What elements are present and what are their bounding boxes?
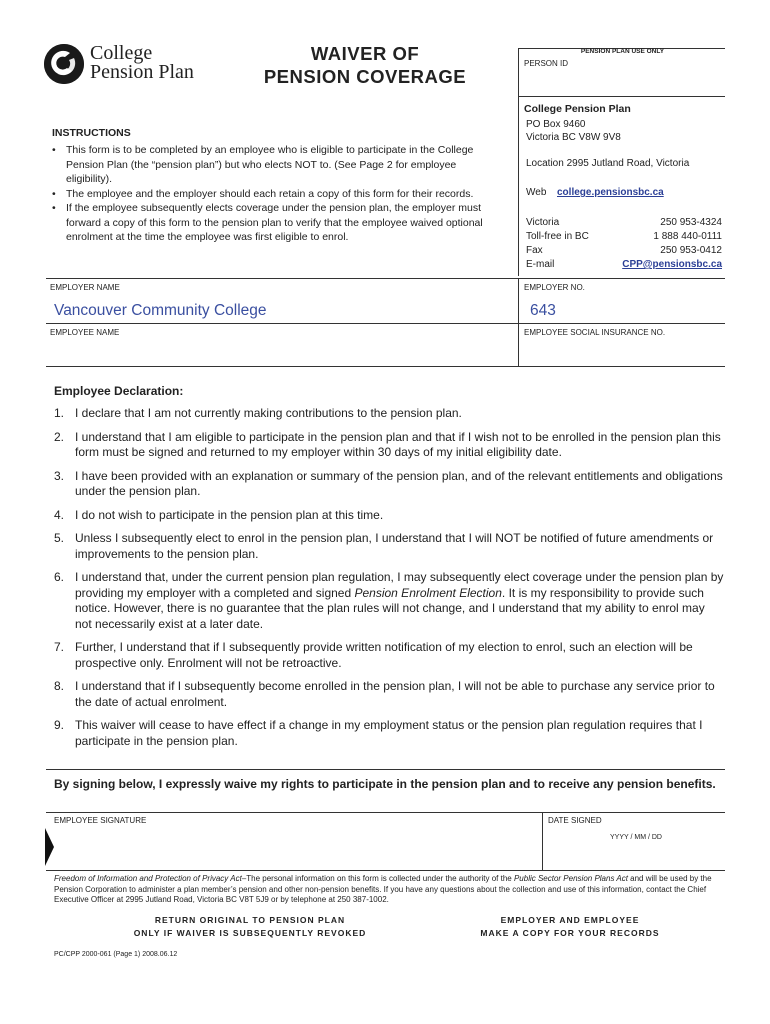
- contact-label: Toll-free in BC: [526, 231, 589, 242]
- declaration-heading: Employee Declaration:: [54, 384, 184, 398]
- date-label: DATE SIGNED: [548, 816, 602, 825]
- signature-field[interactable]: [54, 828, 534, 868]
- item-number: 4.: [54, 507, 65, 522]
- contact-label: E-mail: [526, 259, 555, 270]
- sign-here-arrow-icon: [45, 828, 54, 866]
- employee-name-label: EMPLOYEE NAME: [50, 328, 120, 337]
- waiver-statement: By signing below, I expressly waive my rights to participate in the pension plan and to receive any pension benefits.: [54, 777, 716, 791]
- item-text: This waiver will cease to have effect if a change in my employment status or the pension plan regulation requires that I participate in the pension plan.: [75, 718, 703, 748]
- sin-field[interactable]: [524, 340, 722, 364]
- item-text: . It is my responsibility to provide such notice. However, there is no guarantee that the plan rules will not change, and I understand that my ability to enrol may not necessarily exist at a later date.: [75, 585, 705, 631]
- privacy-text: –The personal information on this form is collected under the authority of the: [241, 874, 514, 883]
- declaration-list: [54, 406, 724, 757]
- contact-row: [526, 244, 722, 258]
- use-only-label: PENSION PLAN USE ONLY: [580, 48, 665, 55]
- list-item: [54, 469, 724, 500]
- contact-row: [526, 258, 722, 272]
- po-box: PO Box 9460: [526, 119, 586, 130]
- return-line: ONLY IF WAIVER IS SUBSEQUENTLY REVOKED: [133, 928, 367, 938]
- act-name: Public Sector Pension Plans Act: [513, 874, 628, 883]
- divider: [46, 812, 725, 813]
- list-item: [54, 570, 724, 632]
- signature-label: EMPLOYEE SIGNATURE: [54, 816, 147, 825]
- item-text: Further, I understand that if I subsequently provide written notification of my election to enrol, such an election will be prospective only. Enrolment will not be retroactive.: [75, 640, 693, 670]
- item-text: I understand that, under the current pension plan regulation, I may subsequently elect coverage under the pension plan by providing my employer with a completed and signed: [75, 570, 724, 600]
- contact-value: 250 953-0412: [660, 245, 722, 256]
- divider: [46, 278, 725, 279]
- instructions-list: [52, 143, 502, 245]
- list-item: • If the employee subsequently elects coverage under the pension plan, the employer must forward a copy of this form to the pension plan to verify that the employee waived optional enrolment at the time the employee was first eligible to enrol.: [52, 201, 502, 245]
- privacy-notice: [54, 874, 724, 906]
- divider: [518, 96, 725, 97]
- employer-no-label: EMPLOYER NO.: [524, 283, 585, 292]
- item-number: 9.: [54, 718, 65, 732]
- item-number: 3.: [54, 468, 65, 483]
- list-item: [54, 406, 724, 422]
- title-line2: PENSION COVERAGE: [263, 66, 467, 87]
- return-line: RETURN ORIGINAL TO PENSION PLAN: [154, 915, 346, 925]
- act-name: Freedom of Information and Protection of Privacy Act: [54, 874, 242, 883]
- employer-name-label: EMPLOYER NAME: [50, 283, 120, 292]
- item-text: I declare that I am not currently making contributions to the pension plan.: [75, 406, 462, 420]
- list-item: [54, 679, 724, 710]
- item-number: 8.: [54, 679, 65, 693]
- item-number: 7.: [54, 640, 65, 654]
- list-item: • The employee and the employer should each retain a copy of this form for their records.: [52, 187, 502, 202]
- copy-line: MAKE A COPY FOR YOUR RECORDS: [480, 928, 660, 938]
- contact-row: [526, 216, 722, 230]
- web-label: Web: [526, 187, 547, 198]
- item-number: 1.: [54, 406, 65, 420]
- divider: [542, 812, 543, 870]
- logo-line1: College: [90, 42, 153, 64]
- contact-list: [526, 216, 722, 272]
- return-instructions: [120, 914, 380, 940]
- logo-line2: Pension Plan: [90, 61, 194, 83]
- employer-name-field[interactable]: Vancouver Community College: [54, 302, 267, 319]
- privacy-text: and will be used by the Pension Corporation to administer a plan member’s pension and other non-pension benefits. If you have any questions about the collection and use of this information, contact the Chief Executive Officer at 2995 Jutland Road, Victoria BC V8T 5J9 or by telephone at 250 387-1002.: [54, 874, 712, 904]
- list-item: [54, 718, 724, 749]
- date-field[interactable]: [548, 846, 722, 868]
- instructions-heading: INSTRUCTIONS: [52, 127, 131, 139]
- date-format-hint: YYYY / MM / DD: [610, 834, 662, 841]
- contact-row: [526, 230, 722, 244]
- item-number: 5.: [54, 531, 65, 545]
- person-id-label: PERSON ID: [524, 59, 569, 68]
- email-link[interactable]: CPP@pensionsbc.ca: [622, 259, 722, 270]
- divider: [46, 323, 725, 324]
- contact-label: Fax: [526, 245, 543, 256]
- item-text: I understand that I am eligible to participate in the pension plan and that if I wish not to be enrolled in the pension plan this form must be signed and returned to my employer within 30 days of my initial eligibility date.: [75, 429, 721, 459]
- location: Location 2995 Jutland Road, Victoria: [526, 158, 690, 169]
- divider: [46, 769, 725, 770]
- sin-label: EMPLOYEE SOCIAL INSURANCE NO.: [524, 328, 666, 337]
- list-item: [54, 508, 724, 524]
- divider: [518, 278, 519, 366]
- contact-value: 250 953-4324: [660, 217, 722, 228]
- logo-icon: [44, 44, 84, 84]
- form-name-emphasis: Pension Enrolment Election: [354, 585, 502, 600]
- title-line1: WAIVER OF: [310, 43, 420, 64]
- item-number: 6.: [54, 570, 65, 584]
- item-text: I do not wish to participate in the pension plan at this time.: [75, 507, 384, 522]
- item-text: Unless I subsequently elect to enrol in the pension plan, I understand that I will NOT be notified of future amendments or improvements to the pension plan.: [75, 531, 714, 561]
- web-link[interactable]: college.pensionsbc.ca: [557, 187, 664, 198]
- page-title: [250, 42, 480, 88]
- form-number: PC/CPP 2000-061 (Page 1) 2008.06.12: [54, 951, 178, 958]
- copy-line: EMPLOYER AND EMPLOYEE: [500, 915, 640, 925]
- employer-no-field[interactable]: 643: [530, 302, 556, 319]
- copy-instructions: [440, 914, 700, 940]
- divider: [46, 366, 725, 367]
- logo-text: [90, 44, 194, 82]
- item-text: I have been provided with an explanation or summary of the pension plan, and of the relevant entitlements and obligations under the pension plan.: [75, 468, 723, 498]
- item-number: 2.: [54, 429, 65, 444]
- contact-value: 1 888 440-0111: [653, 231, 722, 242]
- list-item: [54, 430, 724, 461]
- employee-name-field[interactable]: [50, 340, 510, 364]
- item-text: I understand that if I subsequently become enrolled in the pension plan, I will not be able to purchase any service prior to the date of actual enrolment.: [75, 679, 715, 709]
- divider: [46, 870, 725, 871]
- list-item: [54, 531, 724, 562]
- list-item: [54, 640, 724, 671]
- list-item: • This form is to be completed by an employee who is eligible to participate in the College Pension Plan (the “pension plan”) but who elects NOT to. (See Page 2 for employee eligibility).: [52, 143, 502, 187]
- city: Victoria BC V8W 9V8: [526, 132, 621, 143]
- org-name: College Pension Plan: [524, 103, 631, 115]
- contact-label: Victoria: [526, 217, 560, 228]
